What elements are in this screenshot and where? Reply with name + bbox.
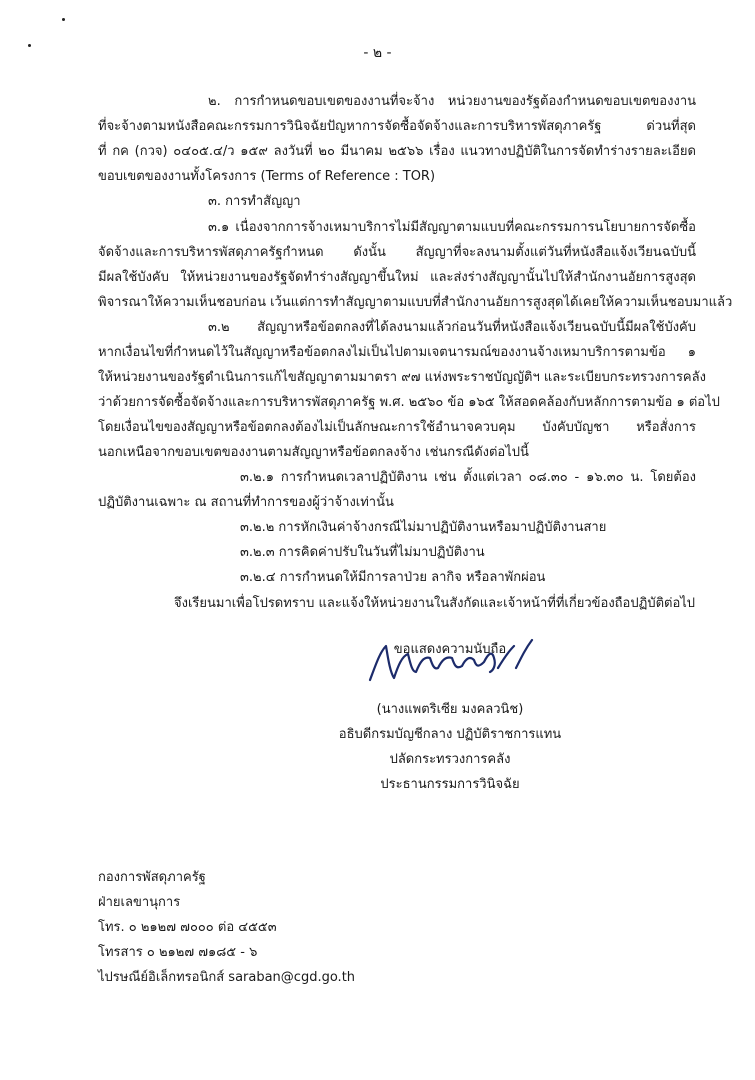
p31-line-2: จัดจ้างและการบริหารพัสดุภาครัฐกำหนด ดังนั้น สัญญาที่จะลงนามตั้งแต่วันที่หนังสือแจ้งเวียนฉบับนี้ (98, 245, 696, 260)
footer-department: กองการพัสดุภาครัฐ (98, 870, 206, 885)
closing-text: จึงเรียนมาเพื่อโปรดทราบ และแจ้งให้หน่วยงานในสังกัดและเจ้าหน้าที่ที่เกี่ยวข้องถือปฏิบัติต่อไป (174, 596, 696, 611)
signer-position-1: อธิบดีกรมบัญชีกลาง ปฏิบัติราชการแทน (338, 727, 562, 742)
section2-line-2: ที่จะจ้างตามหนังสือคณะกรรมการวินิจฉัยปัญหาการจัดซื้อจัดจ้างและการบริหารพัสดุภาครัฐ ด่วนที่สุด (98, 119, 696, 134)
p31-line-3: มีผลใช้บังคับ ให้หน่วยงานของรัฐจัดทำร่างสัญญาขึ้นใหม่ และส่งร่างสัญญานั้นไปให้สำนักงานอัยการสูงสุด (98, 270, 696, 285)
signer-position-2: ปลัดกระทรวงการคลัง (389, 752, 511, 767)
p32-line-1: ๓.๒ สัญญาหรือข้อตกลงที่ได้ลงนามแล้วก่อนวันที่หนังสือแจ้งเวียนฉบับนี้มีผลใช้บังคับ (208, 320, 696, 335)
speck-mark (62, 18, 65, 21)
p322-line: ๓.๒.๒ การหักเงินค่าจ้างกรณีไม่มาปฏิบัติงานหรือมาปฏิบัติงานสาย (240, 520, 607, 535)
section3-heading: ๓. การทำสัญญา (208, 194, 301, 209)
section2-line-1: ๒. การกำหนดขอบเขตของงานที่จะจ้าง หน่วยงานของรัฐต้องกำหนดขอบเขตของงาน (208, 94, 696, 109)
p32-line-2: หากเงื่อนไขที่กำหนดไว้ในสัญญาหรือข้อตกลงไม่เป็นไปตามเจตนารมณ์ของงานจ้างเหมาบริการตามข้อ ๑ (98, 345, 696, 360)
footer-telephone: โทร. ๐ ๒๑๒๗ ๗๐๐๐ ต่อ ๔๕๕๓ (98, 920, 277, 935)
p324-line: ๓.๒.๔ การกำหนดให้มีการลาป่วย ลากิจ หรือลาพักผ่อน (240, 570, 546, 585)
p31-line-1: ๓.๑ เนื่องจากการจ้างเหมาบริการไม่มีสัญญาตามแบบที่คณะกรรมการนโยบายการจัดซื้อ (208, 220, 696, 235)
p32-line-4: ว่าด้วยการจัดซื้อจัดจ้างและการบริหารพัสดุภาครัฐ พ.ศ. ๒๕๖๐ ข้อ ๑๖๕ ให้สอดคล้องกับหลักการตามข้อ ๑ ต่อไป (98, 395, 720, 410)
handwritten-signature (366, 628, 546, 686)
p32-line-3: ให้หน่วยงานของรัฐดำเนินการแก้ไขสัญญาตามมาตรา ๙๗ แห่งพระราชบัญญัติฯ และระเบียบกระทรวงการคลัง (98, 370, 706, 385)
p32-line-6: นอกเหนือจากขอบเขตของงานตามสัญญาหรือข้อตกลงจ้าง เช่นกรณีดังต่อไปนี้ (98, 445, 529, 460)
p323-line: ๓.๒.๓ การคิดค่าปรับในวันที่ไม่มาปฏิบัติงาน (240, 545, 485, 560)
page-number: - ๒ - (363, 45, 392, 61)
footer-fax: โทรสาร ๐ ๒๑๒๗ ๗๑๘๕ - ๖ (98, 945, 258, 960)
signer-name: (นางแพตริเซีย มงคลวนิช) (376, 702, 524, 717)
section2-line-3: ที่ กค (กวจ) ๐๔๐๕.๔/ว ๑๕๙ ลงวันที่ ๒๐ มีนาคม ๒๕๖๖ เรื่อง แนวทางปฏิบัติในการจัดทำร่างรายละเอียด (98, 144, 696, 159)
footer-email: ไปรษณีย์อิเล็กทรอนิกส์ saraban@cgd.go.th (98, 970, 356, 985)
p321-line-2: ปฏิบัติงานเฉพาะ ณ สถานที่ทำการของผู้ว่าจ้างเท่านั้น (98, 495, 394, 510)
signer-position-3: ประธานกรรมการวินิจฉัย (380, 777, 520, 792)
p32-line-5: โดยเงื่อนไขของสัญญาหรือข้อตกลงต้องไม่เป็นลักษณะการใช้อำนาจควบคุม บังคับบัญชา หรือสั่งการ (98, 420, 696, 435)
p31-line-4: พิจารณาให้ความเห็นชอบก่อน เว้นแต่การทำสัญญาตามแบบที่สำนักงานอัยการสูงสุดได้เคยให้ความเห็นชอบมาแล้ว (98, 295, 733, 310)
regards-text: ขอแสดงความนับถือ (393, 642, 507, 657)
footer-unit: ฝ่ายเลขานุการ (98, 895, 181, 910)
p321-line-1: ๓.๒.๑ การกำหนดเวลาปฏิบัติงาน เช่น ตั้งแต่เวลา ๐๘.๓๐ - ๑๖.๓๐ น. โดยต้อง (240, 470, 696, 485)
section2-line-4: ขอบเขตของงานทั้งโครงการ (Terms of Reference : TOR) (98, 169, 436, 184)
